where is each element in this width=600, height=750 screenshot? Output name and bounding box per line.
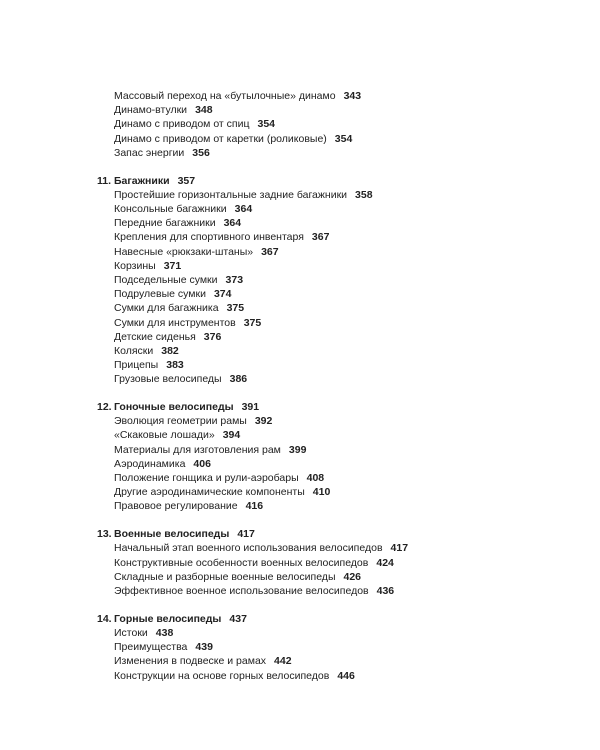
chapter-page-number: 391	[241, 401, 260, 414]
chapter-page-number: 417	[237, 528, 255, 541]
toc-entry-title: Динамо-втулки	[114, 104, 188, 117]
chapter-heading	[97, 612, 567, 626]
toc-entry-title: Сумки для багажника	[114, 302, 219, 315]
toc-entry	[97, 287, 567, 301]
toc-entry-title: Начальный этап военного использования велосипедов	[114, 542, 383, 555]
toc-entry-page-number: 446	[337, 669, 355, 682]
toc-entry-title: Изменения в подвеске и рамах	[114, 655, 267, 668]
toc-section	[97, 174, 567, 387]
toc-entry	[97, 669, 567, 683]
toc-entry-page-number: 410	[312, 486, 331, 499]
toc-entry-title: Детские сиденья	[114, 330, 196, 343]
toc-entry-title: Преимущества	[114, 641, 188, 654]
chapter-heading	[97, 527, 567, 541]
toc-entry-title: Эффективное военное использование велосипедов	[114, 585, 369, 597]
chapter-heading	[97, 174, 567, 188]
toc-entry-page-number: 376	[203, 330, 222, 343]
toc-entry	[97, 640, 567, 654]
toc-entry-title: Коляски	[114, 344, 154, 357]
toc-entry-title: Складные и разборные военные велосипеды	[114, 570, 336, 583]
toc-entry-page-number: 386	[229, 373, 248, 386]
toc-entry-page-number: 416	[245, 500, 264, 513]
toc-entry-page-number: 408	[306, 472, 325, 485]
toc-entry	[97, 216, 567, 230]
toc-entry-title: Подрулевые сумки	[114, 288, 206, 301]
toc-entry	[97, 202, 567, 216]
toc-entry-title: Аэродинамика	[114, 457, 186, 470]
chapter-title: Гоночные велосипеды	[114, 401, 234, 414]
toc-entry	[97, 471, 567, 485]
toc-section	[97, 89, 567, 160]
toc-entry-page-number: 424	[376, 556, 394, 569]
toc-entry-title: Динамо с приводом от спиц	[114, 118, 250, 131]
toc-section	[97, 612, 567, 683]
toc-entry	[97, 316, 567, 330]
toc-entry-title: Корзины	[114, 259, 156, 272]
toc-entry-title: Динамо с приводом от каретки (роликовые)	[114, 132, 327, 145]
toc-section	[97, 400, 567, 514]
toc-entry	[97, 428, 567, 442]
toc-entry	[97, 273, 567, 287]
chapter-number: 13.	[97, 528, 112, 541]
toc-entry-title: Положение гонщика и рули-аэробары	[114, 472, 299, 485]
toc-entry-page-number: 354	[334, 132, 353, 145]
toc-entry-title: Конструктивные особенности военных велосипедов	[114, 556, 369, 569]
toc-entry	[97, 443, 567, 457]
toc-entry	[97, 414, 567, 428]
toc-entry-page-number: 392	[254, 415, 273, 428]
chapter-number: 11.	[97, 174, 112, 187]
toc-entry-title: Другие аэродинамические компоненты	[114, 486, 305, 499]
toc-entry	[97, 570, 567, 584]
toc-entry-title: Запас энергии	[114, 146, 185, 159]
toc-entry-title: Сумки для инструментов	[114, 316, 236, 329]
toc-entry-title: Правовое регулирование	[114, 500, 238, 513]
toc-entry	[97, 344, 567, 358]
toc-entry-title: Передние багажники	[114, 217, 216, 230]
toc-entry	[97, 132, 567, 146]
toc-entry	[97, 103, 567, 117]
toc-entry	[97, 146, 567, 160]
toc-entry-title: Конструкции на основе горных велосипедов	[114, 669, 330, 682]
toc-entry	[97, 626, 567, 640]
toc-entry-page-number: 354	[257, 118, 276, 131]
toc-entry-page-number: 356	[192, 146, 210, 159]
toc-entry-page-number: 426	[343, 570, 362, 583]
toc-entry	[97, 330, 567, 344]
chapter-page-number: 357	[177, 174, 196, 187]
toc-section	[97, 527, 567, 598]
toc-entry	[97, 499, 567, 513]
toc-entry-title: Материалы для изготовления рам	[114, 443, 281, 456]
toc-entry-title: Грузовые велосипеды	[114, 373, 222, 386]
toc-entry	[97, 230, 567, 244]
toc-entry-page-number: 394	[222, 429, 241, 442]
toc-entry-page-number: 417	[390, 542, 409, 555]
toc-entry-page-number: 358	[355, 188, 373, 201]
toc-entry-page-number: 371	[163, 259, 182, 272]
toc-entry-title: Крепления для спортивного инвентаря	[114, 231, 304, 244]
toc-entry-title: Прицепы	[114, 359, 159, 372]
toc-entry	[97, 89, 567, 103]
toc-entry	[97, 301, 567, 315]
toc-entry-title: Истоки	[114, 626, 148, 639]
toc-entry-page-number: 364	[234, 202, 253, 215]
toc-entry	[97, 188, 567, 202]
toc-entry-page-number: 367	[311, 231, 330, 244]
toc-entry-page-number: 442	[274, 655, 292, 668]
toc-entry-page-number: 406	[193, 457, 211, 470]
toc-entry-page-number: 382	[161, 344, 179, 357]
toc-entry	[97, 117, 567, 131]
toc-entry	[97, 457, 567, 471]
toc-entry-page-number: 399	[288, 443, 307, 456]
chapter-title: Военные велосипеды	[114, 528, 230, 541]
toc-entry-title: Подседельные сумки	[114, 273, 218, 286]
toc-entry-title: Эволюция геометрии рамы	[114, 415, 247, 428]
toc-entry	[97, 372, 567, 386]
chapter-title: Багажники	[114, 174, 170, 187]
toc-entry-page-number: 438	[155, 626, 174, 639]
toc-entry	[97, 245, 567, 259]
toc-entry-page-number: 374	[213, 288, 232, 301]
toc-entry-page-number: 343	[343, 90, 362, 102]
toc-entry	[97, 556, 567, 570]
toc-entry	[97, 485, 567, 499]
table-of-contents	[97, 89, 567, 696]
toc-entry-page-number: 367	[261, 245, 279, 258]
chapter-title: Горные велосипеды	[114, 612, 222, 625]
toc-entry-page-number: 364	[223, 217, 242, 230]
toc-entry-title: Массовый переход на «бутылочные» динамо	[114, 90, 336, 102]
toc-entry	[97, 259, 567, 273]
chapter-page-number: 437	[229, 612, 247, 625]
toc-entry-page-number: 383	[166, 359, 184, 372]
toc-entry	[97, 541, 567, 555]
toc-entry-page-number: 375	[243, 316, 262, 329]
toc-entry	[97, 584, 567, 598]
toc-entry-title: Навесные «рюкзаки-штаны»	[114, 245, 254, 258]
toc-entry-title: Простейшие горизонтальные задние багажники	[114, 188, 348, 201]
toc-entry	[97, 654, 567, 668]
toc-entry-page-number: 375	[226, 302, 245, 315]
toc-entry-page-number: 348	[195, 104, 213, 117]
chapter-number: 14.	[97, 612, 112, 625]
toc-entry-title: «Скаковые лошади»	[114, 429, 215, 442]
toc-entry-title: Консольные багажники	[114, 202, 227, 215]
toc-entry-page-number: 439	[195, 641, 213, 654]
chapter-heading	[97, 400, 567, 414]
toc-entry-page-number: 373	[225, 273, 244, 286]
toc-entry	[97, 358, 567, 372]
chapter-number: 12.	[97, 401, 112, 414]
toc-entry-page-number: 436	[376, 585, 395, 597]
